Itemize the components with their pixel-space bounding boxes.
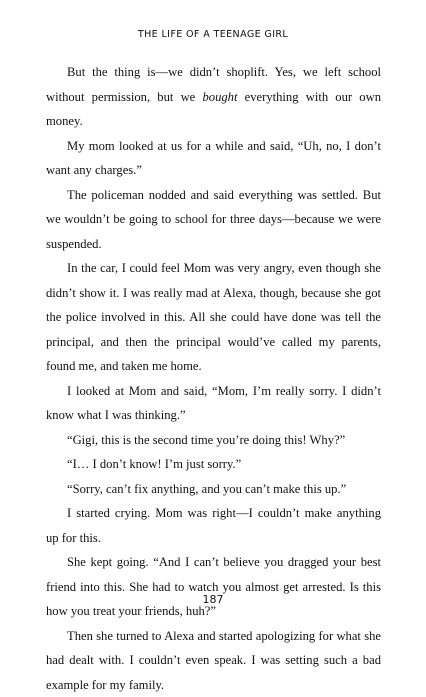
emphasized-word: bought (202, 90, 237, 104)
paragraph-11: Then she turned to Alexa and started apologizing for what she had dealt with. I couldn’t even speak. I was setting such a bad example for my family. (46, 624, 381, 697)
paragraph-1 (46, 60, 381, 134)
paragraph-8: “Sorry, can’t fix anything, and you can’t make this up.” (46, 477, 381, 502)
paragraph-4: In the car, I could feel Mom was very angry, even though she didn’t show it. I was really mad at Alexa, though, because she got the police involved in this. All she could have done was tell the principal, and then the principal would’ve called my parents, found me, and taken me home. (46, 256, 381, 379)
page-number: 187 (0, 593, 426, 606)
paragraph-6: “Gigi, this is the second time you’re doing this! Why?” (46, 428, 381, 453)
paragraph-5: I looked at Mom and said, “Mom, I’m really sorry. I didn’t know what I was thinking.” (46, 379, 381, 428)
paragraph-2: My mom looked at us for a while and said, “Uh, no, I don’t want any charges.” (46, 134, 381, 183)
paragraph-9: I started crying. Mom was right—I couldn’t make anything up for this. (46, 501, 381, 550)
running-header: THE LIFE OF A TEENAGE GIRL (0, 29, 426, 40)
paragraph-3: The policeman nodded and said everything was settled. But we wouldn’t be going to school for three days—because we were suspended. (46, 183, 381, 257)
paragraph-1-text-end: everything with our own money. (46, 90, 381, 129)
paragraph-7: “I… I don’t know! I’m just sorry.” (46, 452, 381, 477)
paragraph-1-text-start: But the thing is—we didn’t shoplift. Yes, we left school without permission, but we (46, 65, 381, 104)
paragraph-10: She kept going. “And I can’t believe you dragged your best friend into this. She had to watch you almost get arrested. Is this how you treat your friends, huh?” (46, 550, 381, 624)
